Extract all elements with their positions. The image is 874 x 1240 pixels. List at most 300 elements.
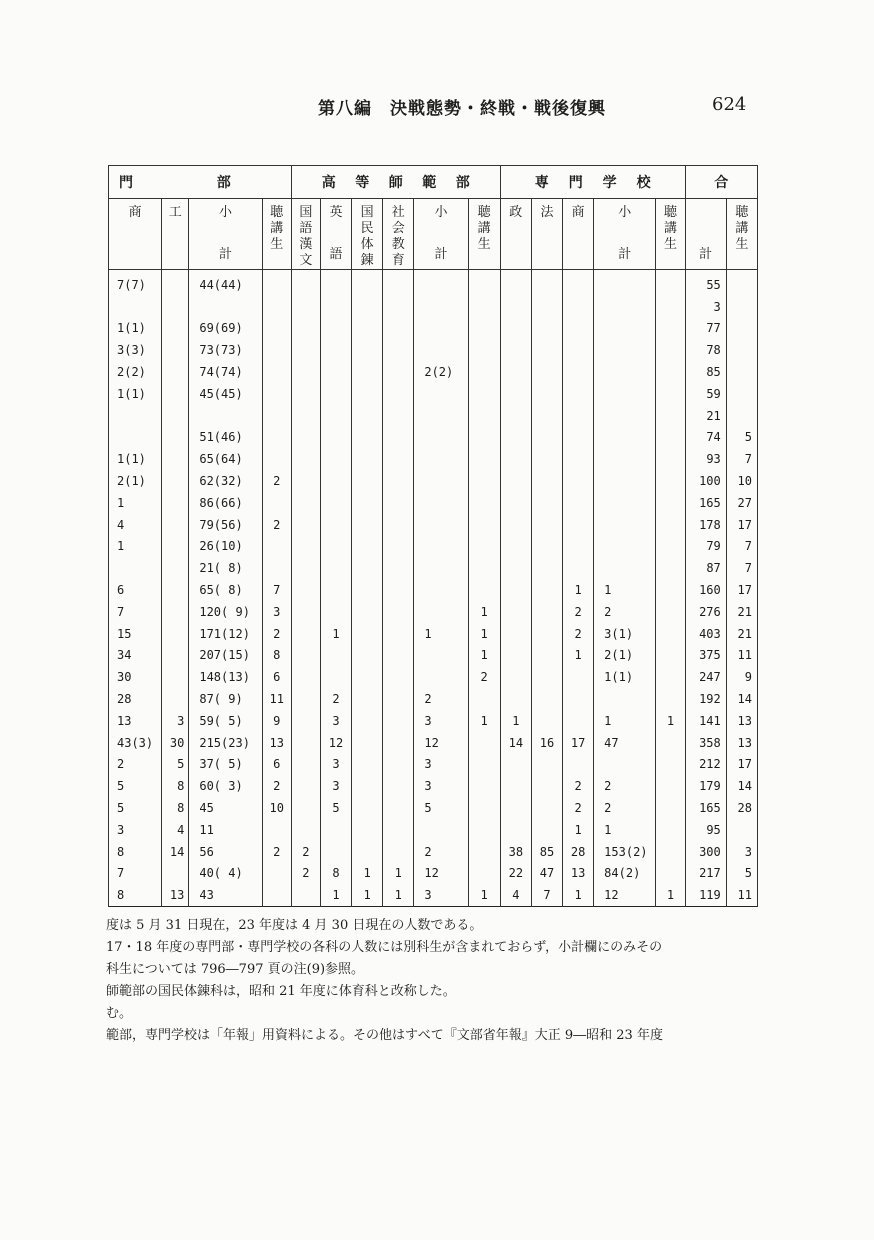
senmon-gakko-char: 校	[636, 175, 651, 191]
table-cell	[162, 361, 189, 383]
col-header-ho	[531, 199, 562, 270]
table-cell	[594, 557, 656, 579]
table-cell: 2	[262, 514, 291, 536]
table-cell	[189, 296, 262, 318]
table-cell: 7	[262, 579, 291, 601]
table-cell: 60( 3)	[189, 775, 262, 797]
table-cell	[656, 296, 685, 318]
table-cell: 43	[189, 884, 262, 906]
table-cell	[656, 318, 685, 340]
table-cell	[468, 863, 500, 885]
table-cell: 28	[563, 841, 594, 863]
table-cell	[563, 361, 594, 383]
table-cell	[383, 623, 414, 645]
table-cell: 59( 5)	[189, 710, 262, 732]
page-header	[0, 94, 874, 120]
table-body	[109, 270, 758, 907]
table-row	[109, 623, 758, 645]
table-cell	[352, 601, 383, 623]
table-cell	[414, 470, 468, 492]
table-cell	[262, 296, 291, 318]
table-cell: 148(13)	[189, 666, 262, 688]
shihan-char: 高	[321, 175, 336, 191]
table-cell	[656, 819, 685, 841]
table-row	[109, 427, 758, 449]
table-cell: 87( 9)	[189, 688, 262, 710]
table-cell: 160	[685, 579, 726, 601]
table-cell: 1	[109, 536, 162, 558]
table-cell	[656, 470, 685, 492]
table-cell	[563, 557, 594, 579]
table-cell	[468, 557, 500, 579]
table-cell	[531, 557, 562, 579]
table-cell	[352, 361, 383, 383]
table-cell	[500, 270, 531, 296]
table-cell	[531, 666, 562, 688]
table-cell	[531, 710, 562, 732]
table-cell	[656, 427, 685, 449]
table-cell	[468, 536, 500, 558]
table-cell: 2(2)	[109, 361, 162, 383]
table-cell	[563, 754, 594, 776]
table-cell: 2	[291, 863, 320, 885]
table-cell: 74	[685, 427, 726, 449]
table-cell	[162, 492, 189, 514]
table-cell	[500, 383, 531, 405]
table-cell: 215(23)	[189, 732, 262, 754]
running-title: 第八編 決戦態勢・終戦・戦後復興	[318, 99, 606, 119]
table-cell: 17	[726, 754, 757, 776]
table-cell: 21	[726, 623, 757, 645]
table-cell	[500, 536, 531, 558]
table-cell	[531, 688, 562, 710]
table-cell	[468, 361, 500, 383]
table-cell	[383, 601, 414, 623]
table-cell: 22	[500, 863, 531, 885]
table-cell: 3(3)	[109, 339, 162, 361]
table-cell	[414, 579, 468, 601]
table-cell: 3	[162, 710, 189, 732]
table-cell: 3	[414, 710, 468, 732]
table-cell: 34	[109, 645, 162, 667]
table-cell: 8	[109, 841, 162, 863]
table-cell	[262, 361, 291, 383]
table-cell: 119	[685, 884, 726, 906]
table-cell	[414, 270, 468, 296]
table-cell	[656, 797, 685, 819]
table-cell: 3	[414, 775, 468, 797]
table-cell	[531, 427, 562, 449]
table-cell	[563, 448, 594, 470]
table-cell: 1	[109, 492, 162, 514]
table-cell: 2(1)	[594, 645, 656, 667]
table-cell	[352, 623, 383, 645]
table-cell	[656, 383, 685, 405]
table-cell	[500, 405, 531, 427]
col-label-top: 小	[434, 205, 448, 220]
table-cell	[500, 296, 531, 318]
table-cell: 73(73)	[189, 339, 262, 361]
table-cell	[594, 405, 656, 427]
table-cell	[414, 557, 468, 579]
table-cell: 13	[109, 710, 162, 732]
col-label-top: 英	[329, 205, 343, 220]
table-cell	[383, 754, 414, 776]
table-cell	[162, 666, 189, 688]
table-cell: 5	[726, 427, 757, 449]
col-label: 国 語 漢 文	[299, 205, 313, 268]
table-cell: 2	[109, 754, 162, 776]
table-cell	[726, 405, 757, 427]
table-cell	[594, 448, 656, 470]
footnote-line: む。	[106, 1006, 133, 1021]
table-cell	[162, 405, 189, 427]
shihan-char: 範	[422, 175, 437, 191]
table-cell: 43(3)	[109, 732, 162, 754]
table-row	[109, 557, 758, 579]
table-cell: 13	[726, 732, 757, 754]
col-label-bottom: 計	[219, 247, 233, 262]
table-cell: 192	[685, 688, 726, 710]
table-cell	[162, 383, 189, 405]
table-cell	[291, 754, 320, 776]
table-cell	[594, 514, 656, 536]
table-cell	[320, 841, 351, 863]
table-cell	[468, 841, 500, 863]
footnote-line: 師範部の国民体錬科は，昭和 21 年度に体育科と改称した。	[106, 984, 456, 999]
table-cell: 3	[320, 754, 351, 776]
table-cell	[531, 339, 562, 361]
table-cell: 5	[726, 863, 757, 885]
table-cell: 7	[109, 863, 162, 885]
table-cell	[383, 732, 414, 754]
table-cell	[352, 448, 383, 470]
table-cell	[468, 383, 500, 405]
table-cell: 2	[262, 841, 291, 863]
table-cell	[500, 557, 531, 579]
table-cell	[383, 270, 414, 296]
table-cell	[500, 775, 531, 797]
table-cell	[468, 775, 500, 797]
table-cell	[500, 448, 531, 470]
table-cell	[656, 775, 685, 797]
table-cell: 1	[563, 819, 594, 841]
table-cell	[500, 579, 531, 601]
table-cell	[594, 688, 656, 710]
footnotes	[106, 915, 806, 1047]
table-cell	[468, 688, 500, 710]
table-cell	[414, 405, 468, 427]
table-cell	[656, 623, 685, 645]
table-cell	[656, 405, 685, 427]
col-label: 聴 講 生	[477, 205, 491, 252]
table-cell	[531, 470, 562, 492]
table-cell	[531, 775, 562, 797]
table-cell: 3	[414, 884, 468, 906]
table-cell	[468, 579, 500, 601]
table-cell	[291, 339, 320, 361]
table-cell: 165	[685, 492, 726, 514]
table-cell	[500, 361, 531, 383]
table-cell: 2	[594, 797, 656, 819]
table-cell	[262, 536, 291, 558]
table-row	[109, 775, 758, 797]
table-cell: 14	[162, 841, 189, 863]
table-cell	[383, 645, 414, 667]
table-cell: 2	[291, 841, 320, 863]
col-label: 商	[128, 205, 142, 220]
table-cell	[162, 601, 189, 623]
table-cell	[383, 318, 414, 340]
table-cell: 65(64)	[189, 448, 262, 470]
col-label-bottom: 計	[434, 247, 448, 262]
table-cell	[291, 318, 320, 340]
table-cell	[531, 448, 562, 470]
table-cell: 2	[468, 666, 500, 688]
shihan-char: 等	[355, 175, 370, 191]
table-cell: 17	[726, 514, 757, 536]
table-row	[109, 863, 758, 885]
table-cell: 276	[685, 601, 726, 623]
table-cell: 86(66)	[189, 492, 262, 514]
table-cell: 21( 8)	[189, 557, 262, 579]
col-header-sei	[500, 199, 531, 270]
total-header-label: 合	[714, 175, 729, 191]
table-cell	[352, 557, 383, 579]
table-cell: 12	[320, 732, 351, 754]
table-cell	[262, 863, 291, 885]
table-cell: 21	[685, 405, 726, 427]
col-label: 工	[168, 205, 182, 220]
table-row	[109, 688, 758, 710]
table-cell: 13	[563, 863, 594, 885]
table-cell: 12	[414, 732, 468, 754]
table-cell	[500, 645, 531, 667]
table-cell	[468, 318, 500, 340]
table-cell	[563, 383, 594, 405]
table-cell	[291, 361, 320, 383]
table-cell: 79(56)	[189, 514, 262, 536]
table-cell: 1	[500, 710, 531, 732]
table-cell: 1	[656, 884, 685, 906]
table-cell	[500, 427, 531, 449]
table-cell	[383, 470, 414, 492]
col-header-sho2	[563, 199, 594, 270]
table-cell: 7	[531, 884, 562, 906]
table-cell: 207(15)	[189, 645, 262, 667]
table-cell: 2	[262, 775, 291, 797]
col-header-auditor3	[656, 199, 685, 270]
table-cell: 212	[685, 754, 726, 776]
col-header-auditor2	[468, 199, 500, 270]
table-cell	[162, 579, 189, 601]
table-cell	[500, 623, 531, 645]
table-row	[109, 841, 758, 863]
table-row	[109, 448, 758, 470]
table-cell: 300	[685, 841, 726, 863]
table-cell	[468, 754, 500, 776]
table-cell	[594, 339, 656, 361]
table-cell	[500, 492, 531, 514]
table-cell	[291, 270, 320, 296]
table-cell	[531, 270, 562, 296]
table-cell	[320, 339, 351, 361]
table-cell	[500, 318, 531, 340]
table-cell	[656, 666, 685, 688]
table-cell	[500, 688, 531, 710]
table-cell	[726, 383, 757, 405]
table-cell: 51(46)	[189, 427, 262, 449]
table-cell	[468, 270, 500, 296]
table-cell: 2	[262, 623, 291, 645]
table-cell	[414, 819, 468, 841]
table-cell	[414, 339, 468, 361]
table-cell	[291, 427, 320, 449]
table-cell	[468, 819, 500, 841]
footnote-line: 科生については 796―797 頁の注(9)参照。	[106, 962, 365, 977]
table-cell	[563, 405, 594, 427]
table-cell	[320, 579, 351, 601]
table-cell: 100	[685, 470, 726, 492]
table-cell	[320, 514, 351, 536]
table-cell: 3	[320, 710, 351, 732]
table-cell	[352, 819, 383, 841]
table-cell: 74(74)	[189, 361, 262, 383]
table-cell	[352, 318, 383, 340]
table-cell	[162, 296, 189, 318]
table-row	[109, 318, 758, 340]
table-cell	[320, 427, 351, 449]
senmonbu-header-char-1: 門	[119, 175, 133, 191]
table-cell: 1	[563, 579, 594, 601]
table-cell: 1	[656, 710, 685, 732]
table-cell: 11	[726, 884, 757, 906]
table-cell	[563, 492, 594, 514]
table-cell	[383, 775, 414, 797]
table-cell	[383, 448, 414, 470]
senmonbu-group-header	[109, 166, 292, 199]
table-cell	[656, 557, 685, 579]
table-cell: 5	[109, 775, 162, 797]
table-cell	[656, 448, 685, 470]
table-cell	[656, 270, 685, 296]
table-cell	[291, 557, 320, 579]
table-cell	[383, 427, 414, 449]
footnote-line: 範部，専門学校は「年報」用資料による。その他はすべて『文部省年報』大正 9―昭和 23 年度	[106, 1028, 663, 1043]
table-cell: 11	[262, 688, 291, 710]
table-cell: 4	[162, 819, 189, 841]
table-cell	[531, 797, 562, 819]
shihan-group-header	[291, 166, 500, 199]
col-header-eigo	[320, 199, 351, 270]
table-cell	[594, 318, 656, 340]
table-cell	[563, 339, 594, 361]
table-cell: 47	[594, 732, 656, 754]
col-header-subtotal3	[594, 199, 656, 270]
table-row	[109, 710, 758, 732]
table-cell: 85	[685, 361, 726, 383]
table-cell: 375	[685, 645, 726, 667]
table-cell: 11	[189, 819, 262, 841]
col-label-top: 小	[618, 205, 632, 220]
col-header-kokumin	[352, 199, 383, 270]
col-header-total	[685, 199, 726, 270]
table-cell	[531, 383, 562, 405]
table-cell	[468, 296, 500, 318]
table-cell	[656, 492, 685, 514]
col-header-subtotal2	[414, 199, 468, 270]
table-cell: 84(2)	[594, 863, 656, 885]
table-cell: 5	[162, 754, 189, 776]
table-cell: 93	[685, 448, 726, 470]
table-row	[109, 470, 758, 492]
table-cell	[291, 645, 320, 667]
col-header-auditor4	[726, 199, 757, 270]
table-cell	[162, 623, 189, 645]
table-row	[109, 666, 758, 688]
table-cell: 403	[685, 623, 726, 645]
table-cell	[656, 732, 685, 754]
table-cell	[726, 339, 757, 361]
table-cell	[383, 492, 414, 514]
table-cell	[468, 427, 500, 449]
table-cell: 16	[531, 732, 562, 754]
table-cell	[468, 339, 500, 361]
table-cell	[109, 296, 162, 318]
table-cell	[352, 579, 383, 601]
table-cell: 1	[383, 884, 414, 906]
table-cell	[726, 819, 757, 841]
table-cell: 1(1)	[109, 448, 162, 470]
table-cell	[383, 688, 414, 710]
table-cell	[262, 270, 291, 296]
table-cell	[291, 296, 320, 318]
table-cell	[531, 318, 562, 340]
table-cell	[656, 339, 685, 361]
table-cell: 1(1)	[109, 318, 162, 340]
table-cell: 13	[162, 884, 189, 906]
table-cell: 28	[109, 688, 162, 710]
table-cell	[383, 710, 414, 732]
senmon-gakko-char: 門	[568, 175, 583, 191]
table-cell	[726, 296, 757, 318]
table-cell	[656, 579, 685, 601]
table-cell	[352, 797, 383, 819]
shihan-char: 師	[388, 175, 403, 191]
table-cell	[320, 296, 351, 318]
table-cell	[594, 536, 656, 558]
table-cell: 9	[726, 666, 757, 688]
table-cell	[563, 296, 594, 318]
table-cell	[656, 688, 685, 710]
col-header-subtotal	[189, 199, 262, 270]
table-cell	[162, 427, 189, 449]
table-cell: 11	[726, 645, 757, 667]
table-cell	[352, 296, 383, 318]
table-cell	[531, 514, 562, 536]
table-cell: 2	[594, 775, 656, 797]
senmon-gakko-group-header	[500, 166, 685, 199]
table-cell	[352, 841, 383, 863]
table-cell: 165	[685, 797, 726, 819]
table-cell: 2	[414, 688, 468, 710]
table-cell	[383, 405, 414, 427]
table-cell	[262, 339, 291, 361]
table-cell	[162, 536, 189, 558]
table-cell	[352, 470, 383, 492]
table-row	[109, 296, 758, 318]
table-cell: 79	[685, 536, 726, 558]
